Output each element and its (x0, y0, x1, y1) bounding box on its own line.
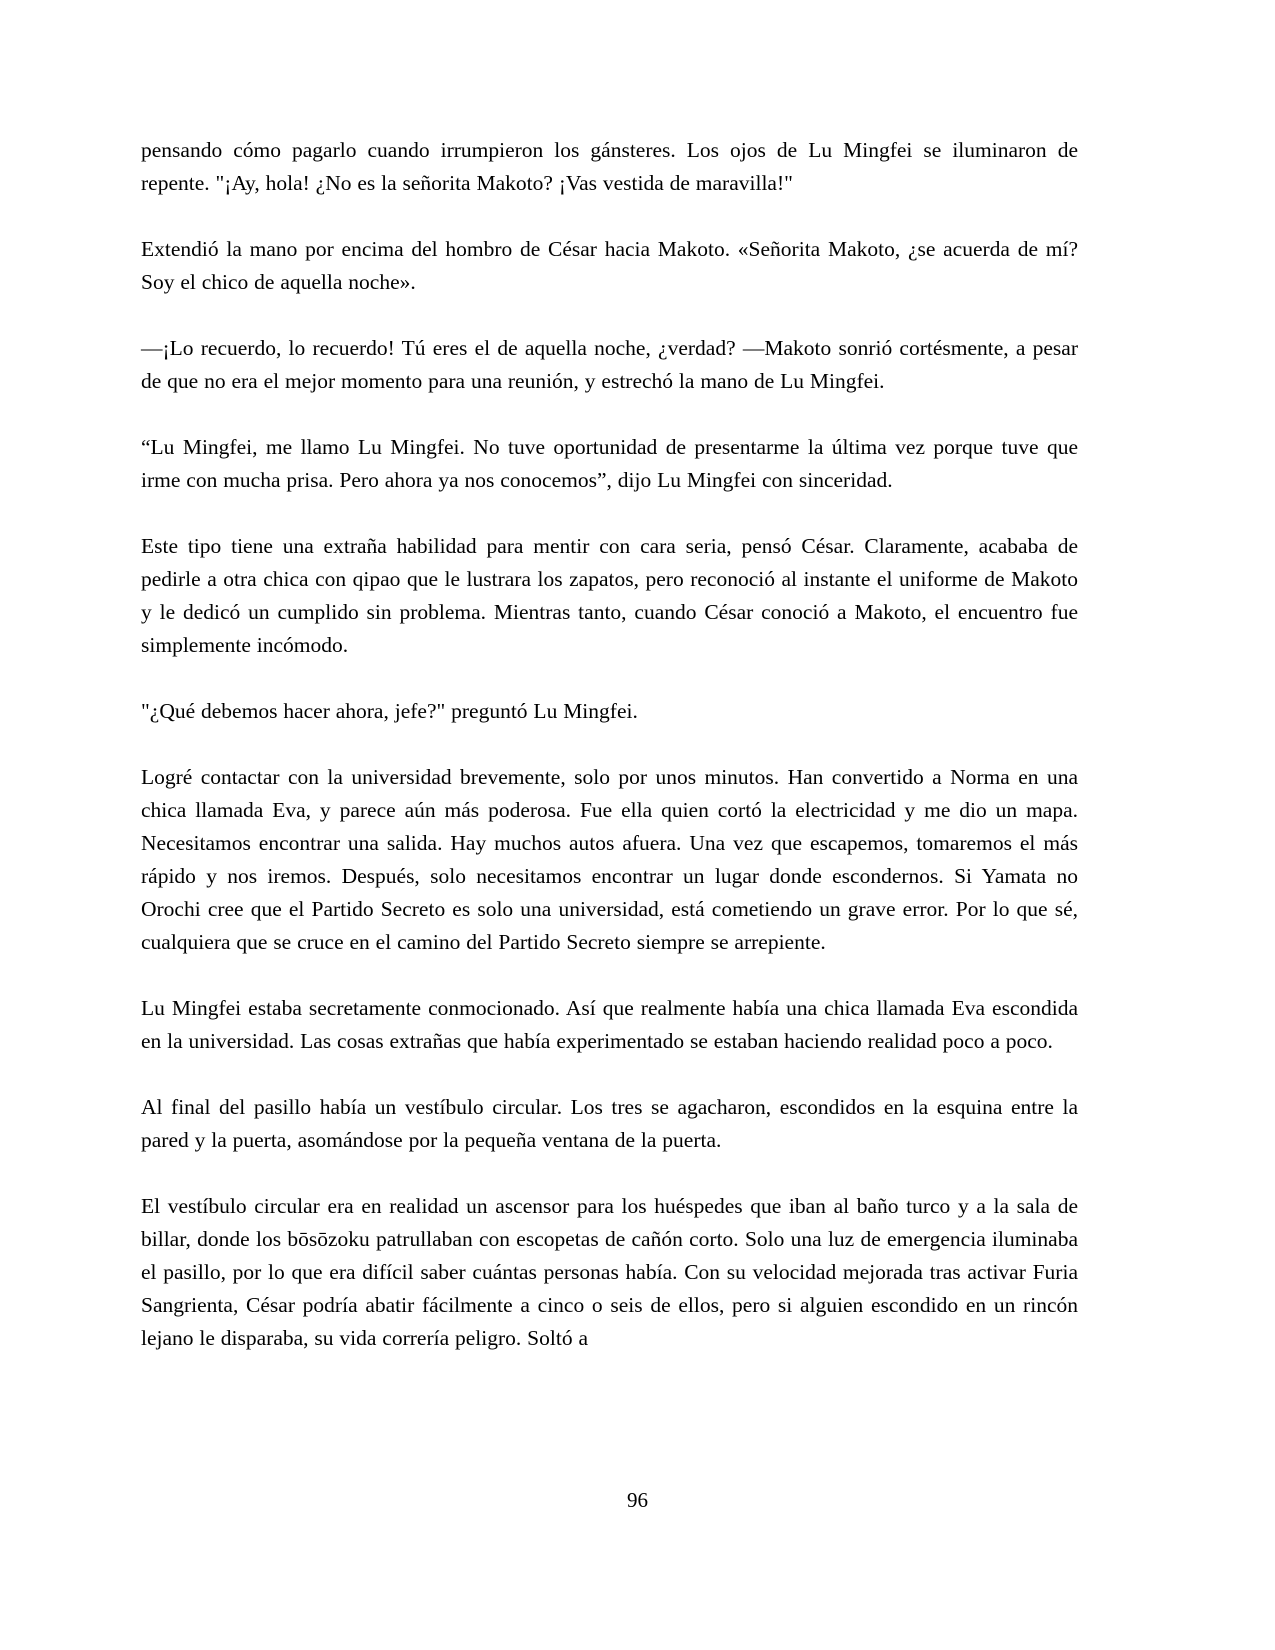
paragraph: Logré contactar con la universidad brevemente, solo por unos minutos. Han convertido a Norma en una chica llamada Eva, y parece aún más poderosa. Fue ella quien cortó la electricidad y me dio un mapa. Necesitamos encontrar una salida. Hay muchos autos afuera. Una vez que escapemos, tomaremos el más rápido y nos iremos. Después, solo necesitamos encontrar un lugar donde escondernos. Si Yamata no Orochi cree que el Partido Secreto es solo una universidad, está cometiendo un grave error. Por lo que sé, cualquiera que se cruce en el camino del Partido Secreto siempre se arrepiente. (141, 765, 1078, 954)
paragraph: Extendió la mano por encima del hombro de César hacia Makoto. «Señorita Makoto, ¿se acuerda de mí? Soy el chico de aquella noche». (141, 237, 1078, 294)
paragraph: Este tipo tiene una extraña habilidad para mentir con cara seria, pensó César. Claramente, acababa de pedirle a otra chica con qipao que le lustrara los zapatos, pero reconoció al instante el uniforme de Makoto y le dedicó un cumplido sin problema. Mientras tanto, cuando César conoció a Makoto, el encuentro fue simplemente incómodo. (141, 534, 1078, 657)
paragraph: pensando cómo pagarlo cuando irrumpieron los gánsteres. Los ojos de Lu Mingfei se iluminaron de repente. "¡Ay, hola! ¿No es la señorita Makoto? ¡Vas vestida de maravilla!" (141, 138, 1078, 195)
paragraph: El vestíbulo circular era en realidad un ascensor para los huéspedes que iban al baño turco y a la sala de billar, donde los bōsōzoku patrullaban con escopetas de cañón corto. Solo una luz de emergencia iluminaba el pasillo, por lo que era difícil saber cuántas personas había. Con su velocidad mejorada tras activar Furia Sangrienta, César podría abatir fácilmente a cinco o seis de ellos, pero si alguien escondido en un rincón lejano le disparaba, su vida correría peligro. Soltó a (141, 1194, 1078, 1350)
page-body (141, 134, 1078, 1388)
paragraph: “Lu Mingfei, me llamo Lu Mingfei. No tuve oportunidad de presentarme la última vez porque tuve que irme con mucha prisa. Pero ahora ya nos conocemos”, dijo Lu Mingfei con sinceridad. (141, 435, 1078, 492)
paragraph: "¿Qué debemos hacer ahora, jefe?" preguntó Lu Mingfei. (141, 699, 638, 723)
page-number: 96 (627, 1488, 648, 1512)
paragraph: Lu Mingfei estaba secretamente conmocionado. Así que realmente había una chica llamada Eva escondida en la universidad. Las cosas extrañas que había experimentado se estaban haciendo realidad poco a poco. (141, 996, 1078, 1053)
paragraph: —¡Lo recuerdo, lo recuerdo! Tú eres el de aquella noche, ¿verdad? —Makoto sonrió cortésmente, a pesar de que no era el mejor momento para una reunión, y estrechó la mano de Lu Mingfei. (141, 336, 1078, 393)
paragraph: Al final del pasillo había un vestíbulo circular. Los tres se agacharon, escondidos en la esquina entre la pared y la puerta, asomándose por la pequeña ventana de la puerta. (141, 1095, 1078, 1152)
